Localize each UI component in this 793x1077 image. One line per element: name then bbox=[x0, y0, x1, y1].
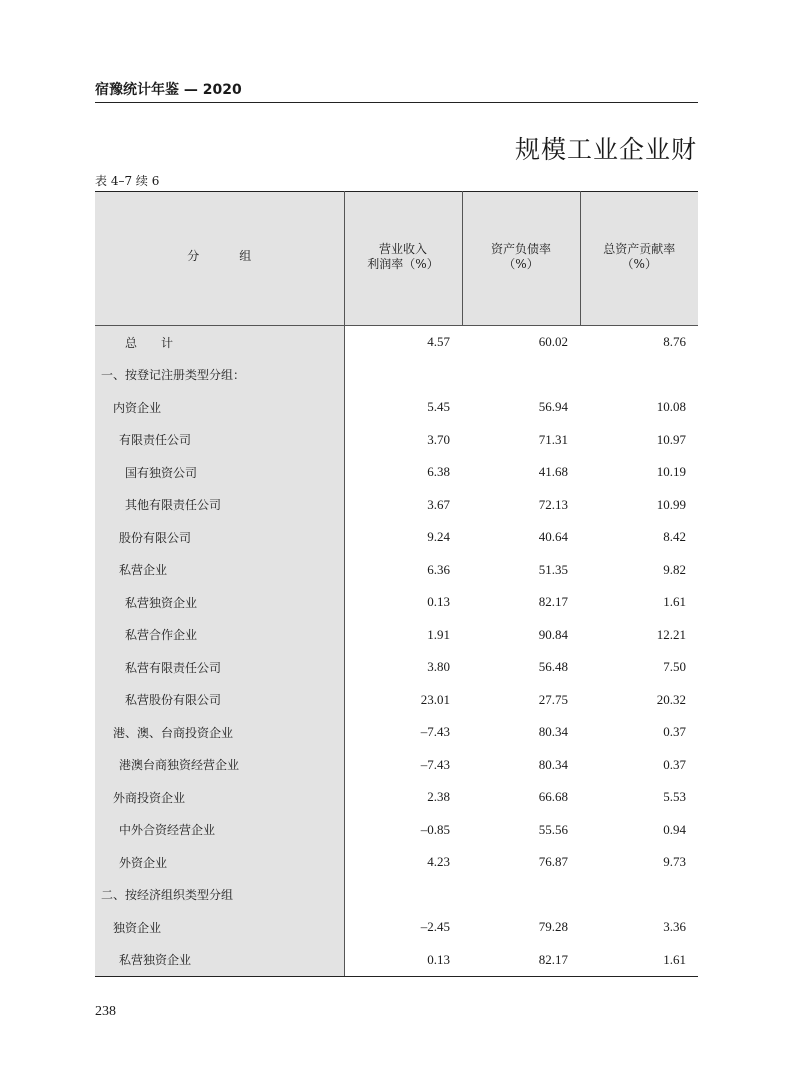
cell-asset-contribution: 8.76 bbox=[663, 334, 686, 350]
cell-asset-contribution: 9.82 bbox=[663, 561, 686, 577]
table-row bbox=[95, 424, 698, 457]
table-row bbox=[95, 651, 698, 684]
statistics-table bbox=[95, 191, 698, 977]
cell-revenue-profit-rate: 4.23 bbox=[427, 854, 450, 870]
table-row bbox=[95, 716, 698, 749]
cell-asset-contribution: 3.36 bbox=[663, 919, 686, 935]
cell-debt-ratio: 55.56 bbox=[538, 821, 568, 837]
row-label: 外商投资企业 bbox=[95, 781, 344, 814]
cell-debt-ratio: 40.64 bbox=[538, 529, 568, 545]
row-label: 内资企业 bbox=[95, 391, 344, 424]
table-row bbox=[95, 456, 698, 489]
table-header-row bbox=[95, 192, 698, 326]
table-row bbox=[95, 554, 698, 587]
cell-revenue-profit-rate: 2.38 bbox=[427, 789, 450, 805]
cell-revenue-profit-rate: 4.57 bbox=[427, 334, 450, 350]
table-row bbox=[95, 781, 698, 814]
cell-asset-contribution: 0.37 bbox=[663, 756, 686, 772]
row-label: 私营独资企业 bbox=[95, 944, 344, 977]
header-col3-line1: 总资产贡献率 bbox=[603, 241, 676, 256]
cell-debt-ratio: 76.87 bbox=[538, 854, 568, 870]
row-label: 私营企业 bbox=[95, 554, 344, 587]
cell-asset-contribution bbox=[580, 359, 698, 392]
cell-debt-ratio: 80.34 bbox=[538, 724, 568, 740]
cell-revenue-profit-rate: –7.43 bbox=[420, 724, 450, 740]
row-label: 有限责任公司 bbox=[95, 424, 344, 457]
cell-debt-ratio: 60.02 bbox=[538, 334, 568, 350]
table-row bbox=[95, 586, 698, 619]
cell-asset-contribution: 1.61 bbox=[580, 944, 698, 977]
cell-debt-ratio bbox=[462, 879, 580, 912]
header-col2-line1: 资产负债率 bbox=[490, 241, 551, 256]
row-label: 总计 bbox=[95, 326, 344, 359]
cell-debt-ratio: 90.84 bbox=[538, 626, 568, 642]
header-group-label: 分组 bbox=[187, 249, 292, 263]
cell-revenue-profit-rate: 3.80 bbox=[427, 659, 450, 675]
cell-asset-contribution: 10.08 bbox=[656, 399, 686, 415]
cell-debt-ratio: 56.94 bbox=[538, 399, 568, 415]
cell-debt-ratio: 56.48 bbox=[538, 659, 568, 675]
cell-asset-contribution: 10.19 bbox=[656, 464, 686, 480]
cell-debt-ratio: 41.68 bbox=[538, 464, 568, 480]
row-label: 国有独资公司 bbox=[95, 456, 344, 489]
cell-asset-contribution: 5.53 bbox=[663, 789, 686, 805]
row-label: 私营有限责任公司 bbox=[95, 651, 344, 684]
cell-revenue-profit-rate: 6.38 bbox=[427, 464, 450, 480]
table-row bbox=[95, 684, 698, 717]
cell-debt-ratio: 71.31 bbox=[538, 431, 568, 447]
header-col1-line2: 利润率（%） bbox=[367, 256, 439, 271]
cell-revenue-profit-rate: –0.85 bbox=[420, 821, 450, 837]
row-label: 私营合作企业 bbox=[95, 619, 344, 652]
table-row bbox=[95, 359, 698, 392]
section-title: 规模工业企业财 bbox=[514, 135, 697, 164]
data-table bbox=[95, 191, 698, 977]
header-revenue-profit-rate bbox=[344, 192, 462, 326]
cell-asset-contribution bbox=[580, 879, 698, 912]
row-label: 外资企业 bbox=[95, 846, 344, 879]
row-label: 一、按登记注册类型分组： bbox=[95, 359, 344, 392]
row-label: 独资企业 bbox=[95, 911, 344, 944]
cell-asset-contribution: 10.99 bbox=[656, 496, 686, 512]
table-row bbox=[95, 521, 698, 554]
table-row bbox=[95, 619, 698, 652]
table-row bbox=[95, 911, 698, 944]
cell-debt-ratio: 27.75 bbox=[538, 691, 568, 707]
header-col2-line2: （%） bbox=[503, 256, 539, 271]
row-label: 二、按经济组织类型分组 bbox=[95, 879, 344, 912]
cell-revenue-profit-rate bbox=[344, 879, 462, 912]
cell-revenue-profit-rate: –7.43 bbox=[420, 756, 450, 772]
header-debt-ratio bbox=[462, 192, 580, 326]
cell-asset-contribution: 0.37 bbox=[663, 724, 686, 740]
cell-revenue-profit-rate: –2.45 bbox=[420, 919, 450, 935]
cell-revenue-profit-rate: 5.45 bbox=[427, 399, 450, 415]
row-label: 中外合资经营企业 bbox=[95, 814, 344, 847]
cell-revenue-profit-rate: 1.91 bbox=[427, 626, 450, 642]
cell-asset-contribution: 0.94 bbox=[663, 821, 686, 837]
table-row bbox=[95, 749, 698, 782]
running-head: 宿豫统计年鉴 — 2020 bbox=[95, 80, 698, 103]
table-row bbox=[95, 814, 698, 847]
cell-revenue-profit-rate: 9.24 bbox=[427, 529, 450, 545]
cell-asset-contribution: 7.50 bbox=[663, 659, 686, 675]
cell-revenue-profit-rate: 3.70 bbox=[427, 431, 450, 447]
table-row bbox=[95, 879, 698, 912]
cell-debt-ratio: 72.13 bbox=[538, 496, 568, 512]
row-label: 港澳台商独资经营企业 bbox=[95, 749, 344, 782]
header-col1-line1: 营业收入 bbox=[378, 241, 427, 256]
cell-asset-contribution: 1.61 bbox=[663, 594, 686, 610]
cell-revenue-profit-rate: 0.13 bbox=[344, 944, 462, 977]
cell-revenue-profit-rate: 23.01 bbox=[420, 691, 450, 707]
cell-asset-contribution: 20.32 bbox=[656, 691, 686, 707]
row-label: 港、澳、台商投资企业 bbox=[95, 716, 344, 749]
cell-debt-ratio: 79.28 bbox=[538, 919, 568, 935]
row-label: 私营独资企业 bbox=[95, 586, 344, 619]
header-group bbox=[95, 192, 344, 326]
cell-debt-ratio bbox=[462, 359, 580, 392]
cell-asset-contribution: 10.97 bbox=[656, 431, 686, 447]
row-label: 其他有限责任公司 bbox=[95, 489, 344, 522]
header-col3-line2: （%） bbox=[621, 256, 657, 271]
cell-asset-contribution: 9.73 bbox=[663, 854, 686, 870]
page-number: 238 bbox=[95, 1004, 116, 1019]
cell-revenue-profit-rate: 6.36 bbox=[427, 561, 450, 577]
table-row bbox=[95, 489, 698, 522]
cell-revenue-profit-rate: 3.67 bbox=[427, 496, 450, 512]
table-row bbox=[95, 326, 698, 359]
table-row bbox=[95, 846, 698, 879]
header-asset-contribution bbox=[580, 192, 698, 326]
cell-debt-ratio: 51.35 bbox=[538, 561, 568, 577]
cell-revenue-profit-rate bbox=[344, 359, 462, 392]
cell-debt-ratio: 80.34 bbox=[538, 756, 568, 772]
cell-debt-ratio: 66.68 bbox=[538, 789, 568, 805]
table-row bbox=[95, 391, 698, 424]
cell-revenue-profit-rate: 0.13 bbox=[427, 594, 450, 610]
table-body bbox=[95, 326, 698, 977]
cell-asset-contribution: 8.42 bbox=[663, 529, 686, 545]
cell-asset-contribution: 12.21 bbox=[656, 626, 686, 642]
cell-debt-ratio: 82.17 bbox=[538, 594, 568, 610]
table-label: 表 4–7 续 6 bbox=[95, 174, 160, 188]
table-row bbox=[95, 944, 698, 977]
row-label: 私营股份有限公司 bbox=[95, 684, 344, 717]
row-label: 股份有限公司 bbox=[95, 521, 344, 554]
cell-debt-ratio: 82.17 bbox=[462, 944, 580, 977]
